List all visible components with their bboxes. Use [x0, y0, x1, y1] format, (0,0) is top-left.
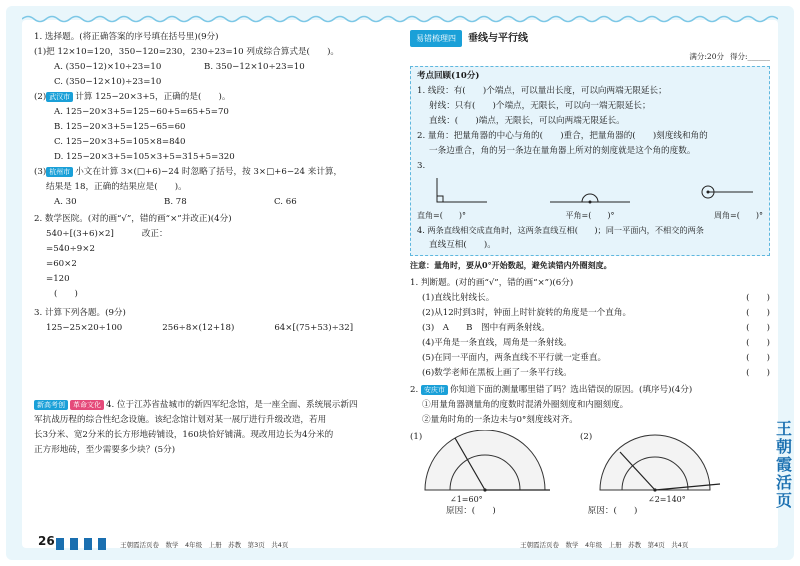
q3-title: 3. 计算下列各题。(9分) — [34, 308, 126, 318]
full-angle-icon — [663, 176, 763, 206]
section-badge: 易错梳理四 — [410, 30, 462, 47]
right-column — [410, 30, 770, 519]
section-title: 垂线与平行线 — [468, 33, 528, 44]
figure-number: (1) — [410, 432, 423, 442]
q1-sub3: (3) 杭州市 小文在计算 3×(□+6)−24 时忽略了括号，按 3×□+6−24 来计算， — [34, 167, 343, 177]
judge-item — [410, 291, 770, 306]
review-line: 一条边重合，角的另一条边在量角器上所对的刻度就是这个角的度数。 — [429, 146, 696, 156]
reason-answer[interactable]: 原因：( ) — [446, 506, 496, 516]
new-exam-tag: 新高考创 — [34, 400, 68, 410]
q3-item: 125−25×20÷100 — [46, 323, 123, 333]
q1-sub3-options — [34, 195, 394, 210]
judge-answer-box[interactable]: ( ) — [746, 353, 770, 363]
review-line: 3. — [417, 161, 426, 171]
q2-reason-1: ①用量角器测量角的度数时混淆外圈刻度和内圈刻度。 — [422, 400, 629, 410]
angle-labels — [417, 208, 763, 223]
right-angle-label: 直角=( )° — [417, 211, 466, 220]
q2-title: 2. 数学医院。(对的画“√”，错的画“×”并改正)(4分) — [34, 214, 232, 224]
region-tag: 安庆市 — [421, 385, 448, 395]
straight-angle-icon — [540, 176, 640, 206]
judge-text: (3) A B 图中有两条射线。 — [422, 323, 550, 333]
left-column — [34, 30, 394, 458]
q2-line4: =120 — [46, 274, 70, 284]
q3-work-space — [34, 336, 394, 398]
review-line: 2. 量角：把量角器的中心与角的( )重合，把量角器的( )刻度线和角的 — [417, 131, 708, 141]
judge-title: 1. 判断题。(对的画“√”，错的画“×”)(6分) — [410, 278, 574, 288]
judge-answer-box[interactable]: ( ) — [746, 368, 770, 378]
judge-item — [410, 306, 770, 321]
culture-tag: 革命文化 — [70, 400, 104, 410]
note: 注意：量角时，要从0°开始数起，避免读错内外圈刻度。 — [410, 260, 612, 270]
q2-text: 你知道下面的测量哪里错了吗？选出错误的原因。(填序号)(4分) — [449, 385, 693, 395]
review-line: 1. 线段：有( )个端点，可以量出长度，可以向两端无限延长； — [417, 86, 667, 96]
option-c: C. (350−12×10)÷23=10 — [54, 77, 162, 87]
q2-expr: 540÷[(3+6)×2] — [46, 229, 114, 239]
protractor-icon — [410, 430, 560, 504]
footer-right: 王朝霞活页卷 数学 4年级 上册 苏教 第4页 共4页 — [520, 541, 689, 549]
full-angle-label: 周角=( )° — [714, 211, 763, 220]
page-number: 26 — [38, 534, 55, 548]
option-b: B. 125−20×3+5=125−65=60 — [54, 122, 186, 132]
q4-line4: 正方形地砖，至少需要多少块？(5分) — [34, 445, 176, 455]
got-score: 得分:______ — [729, 52, 770, 61]
q1-sub2: (2) 武汉市 计算 125−20×3+5，正确的是( )。 — [34, 92, 231, 102]
option-c: C. 66 — [274, 197, 297, 207]
option-b: B. 78 — [164, 197, 187, 207]
straight-angle-label: 平角=( )° — [565, 211, 615, 220]
q2-reason-2: ②量角时角的一条边未与0°刻度线对齐。 — [422, 415, 578, 425]
angle-value: ∠2=140° — [648, 495, 686, 504]
q2-correct-label: 改正： — [141, 229, 168, 239]
protractor-row — [410, 430, 770, 504]
review-head: 考点回顾(10分) — [417, 71, 480, 81]
judge-item — [410, 351, 770, 366]
q4-line1 — [34, 398, 394, 413]
q4-line3: 长3分米、宽2分米的长方形地砖铺设，160块恰好铺满。现改用边长为4分米的 — [34, 430, 334, 440]
region-tag: 杭州市 — [46, 167, 73, 177]
wave-border-icon — [22, 14, 778, 24]
judge-item — [410, 366, 770, 381]
option-c: C. 125−20×3+5=105×8=840 — [54, 137, 186, 147]
judge-answer-box[interactable]: ( ) — [746, 323, 770, 333]
footer-left: 王朝霞活页卷 数学 4年级 上册 苏教 第3页 共4页 — [120, 541, 289, 549]
q1-sub3-text: 小文在计算 3×(□+6)−24 时忽略了括号，按 3×□+6−24 来计算， — [75, 167, 343, 177]
judge-answer-box[interactable]: ( ) — [746, 338, 770, 348]
q2-line3: =60×2 — [46, 259, 77, 269]
judge-text: (1)直线比射线长。 — [422, 293, 495, 303]
reason-answer[interactable]: 原因：( ) — [587, 506, 638, 516]
option-b: B. 350−12×10÷23=10 — [204, 62, 305, 72]
review-line: 4. 两条直线相交成直角时，这两条直线互相( )；同一平面内，不相交的两条 — [417, 225, 704, 235]
judge-item — [410, 336, 770, 351]
judge-text: (2)从12时到3时，钟面上时针旋转的角度是一个直角。 — [422, 308, 632, 318]
option-d: D. 125−20×3+5=105×3+5=315+5=320 — [54, 152, 235, 162]
judge-answer-box[interactable]: ( ) — [746, 308, 770, 318]
q2-line1 — [34, 227, 394, 242]
review-line: 直线：( )端点，无限长，可以向两端无限延长。 — [429, 116, 625, 126]
brand-logo: 王朝霞活页 — [775, 419, 792, 510]
angle-figures — [417, 176, 763, 206]
section-header — [410, 30, 770, 47]
protractor-figure-1 — [410, 430, 560, 504]
option-a: A. (350−12)×10÷23=10 — [54, 62, 162, 72]
judge-text: (4)平角是一条直线，周角是一条射线。 — [422, 338, 572, 348]
q1-sub3-text2: 结果是 18，正确的结果应是( )。 — [46, 182, 187, 192]
region-tag: 武汉市 — [46, 92, 73, 102]
score-row — [410, 49, 770, 64]
q4-text1: 4. 位于江苏省盐城市的新四军纪念馆，是一座全面、系统展示新四 — [106, 400, 358, 410]
q1-sub1-options — [34, 60, 394, 75]
q3-item: 64×[(75+53)÷32] — [274, 323, 354, 333]
judge-text: (5)在同一平面内，两条直线不平行就一定垂直。 — [422, 353, 607, 363]
option-a: A. 125−20×3+5=125−60+5=65+5=70 — [54, 107, 229, 117]
q4-line2: 军抗战历程的综合性纪念设施。该纪念馆计划对某一展厅进行升级改造，若用 — [34, 415, 327, 425]
review-box — [410, 66, 770, 256]
angle-value: ∠1=60° — [450, 495, 483, 504]
full-score: 满分:20分 — [689, 52, 724, 61]
option-a: A. 30 — [54, 197, 77, 207]
figure-number: (2) — [580, 432, 593, 442]
q2-answer-box[interactable]: ( ) — [54, 289, 78, 299]
protractor-figure-2 — [580, 430, 730, 504]
review-line: 射线：只有( )个端点，无限长，可以向一端无限延长； — [429, 101, 651, 111]
q2-line2: =540÷9×2 — [46, 244, 95, 254]
q1-title: 1. 选择题。(将正确答案的序号填在括号里)(9分) — [34, 32, 219, 42]
q3-item: 256÷8×(12+18) — [162, 323, 235, 333]
judge-answer-box[interactable]: ( ) — [746, 293, 770, 303]
judge-text: (6)数学老师在黑板上画了一条平行线。 — [422, 368, 572, 378]
right-angle-icon — [417, 176, 517, 206]
q1-sub1: (1)把 12×10=120，350−120=230，230÷23=10 列成综合算式是( )。 — [34, 47, 340, 57]
review-line: 直线互相( )。 — [429, 240, 496, 250]
judge-item — [410, 321, 770, 336]
q1-sub2-text: 计算 125−20×3+5，正确的是( )。 — [75, 92, 231, 102]
q2-title: 2. 安庆市 你知道下面的测量哪里错了吗？选出错误的原因。(填序号)(4分) — [410, 385, 693, 395]
q3-items — [34, 321, 394, 336]
